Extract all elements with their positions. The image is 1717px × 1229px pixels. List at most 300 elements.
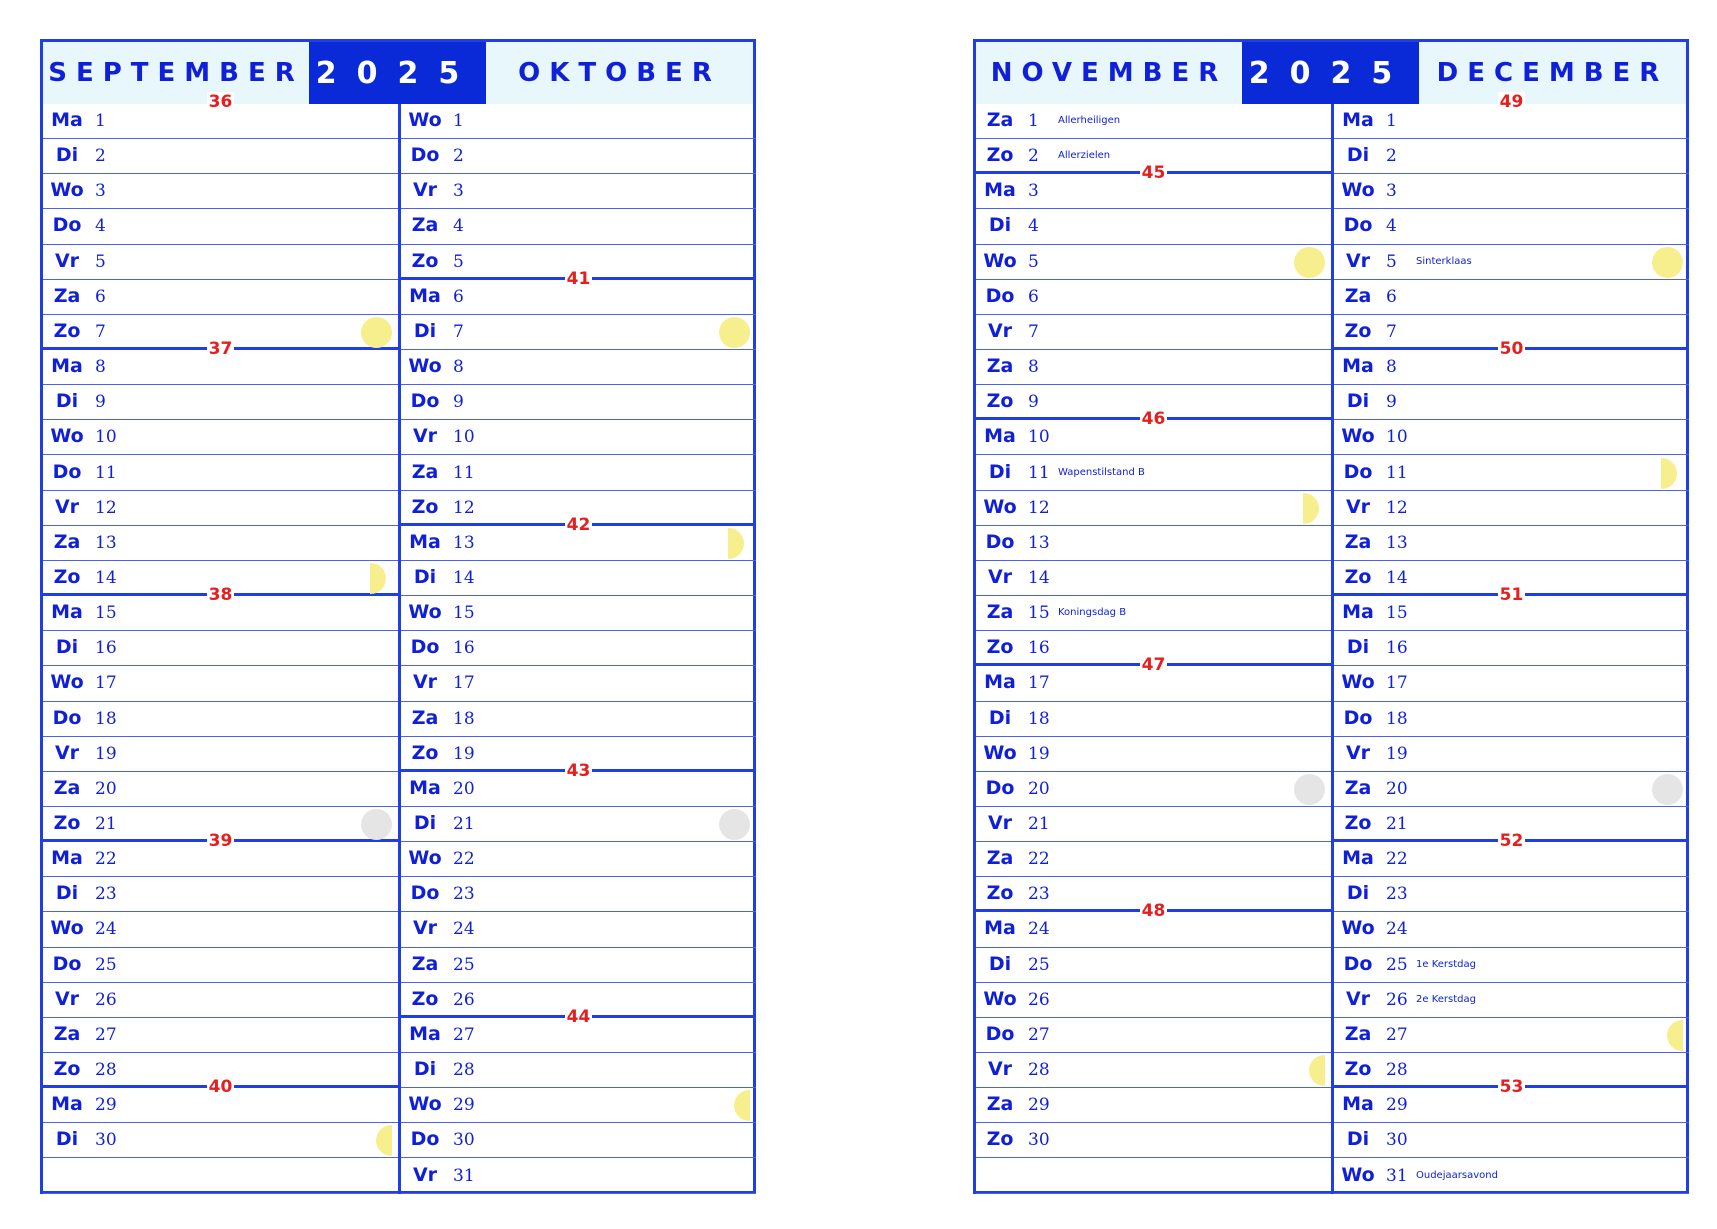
day-row <box>401 596 756 631</box>
weekday-label: Ma <box>51 1093 83 1116</box>
day-number: 9 <box>1028 392 1039 413</box>
day-number: 24 <box>1386 919 1408 940</box>
day-row <box>401 1018 756 1053</box>
week-number: 53 <box>1499 1077 1524 1098</box>
week-number: 38 <box>208 585 233 606</box>
day-row <box>43 385 398 420</box>
day-row <box>976 174 1331 209</box>
day-number: 21 <box>95 814 117 834</box>
day-row <box>1334 1018 1689 1053</box>
day-number: 26 <box>95 989 117 1010</box>
day-row <box>976 1159 1331 1194</box>
day-number: 16 <box>95 638 117 659</box>
weekday-label: Vr <box>412 425 438 448</box>
weekday-label: Di <box>988 952 1012 975</box>
new-moon-icon <box>1294 774 1325 805</box>
day-number: 18 <box>453 708 475 729</box>
day-number: 9 <box>453 392 464 413</box>
weekday-label: Zo <box>986 1128 1014 1151</box>
day-number: 5 <box>1028 251 1039 272</box>
day-number: 12 <box>1386 497 1408 518</box>
weekday-label: Za <box>1344 530 1372 553</box>
weekday-label: Do <box>410 882 440 905</box>
weekday-label: Di <box>1346 144 1370 167</box>
quarter-moon-icon <box>376 1125 392 1156</box>
weekday-label: Zo <box>411 495 439 518</box>
day-row <box>976 350 1331 385</box>
day-row <box>43 420 398 455</box>
day-number: 1 <box>453 111 464 131</box>
weekday-label: Za <box>986 109 1014 131</box>
weekday-label: Zo <box>986 144 1014 167</box>
day-row <box>401 702 756 737</box>
quarter-moon-icon <box>1661 458 1677 489</box>
day-number: 30 <box>1028 1130 1050 1151</box>
day-row <box>976 456 1331 491</box>
day-number: 20 <box>95 778 117 799</box>
day-number: 21 <box>453 814 475 834</box>
day-row <box>1334 526 1689 561</box>
day-row <box>1334 877 1689 912</box>
weekday-label: Vr <box>1345 249 1371 272</box>
day-number: 25 <box>1386 954 1408 975</box>
weekday-label: Za <box>411 460 439 483</box>
weekday-label: Ma <box>409 284 441 307</box>
weekday-label: Wo <box>50 671 84 694</box>
day-number: 12 <box>453 497 475 518</box>
weekday-label: Vr <box>987 565 1013 588</box>
day-row <box>401 209 756 244</box>
weekday-label: Vr <box>412 1163 438 1186</box>
new-moon-icon <box>361 809 392 840</box>
day-row <box>1334 315 1689 360</box>
weekday-label: Zo <box>1344 812 1372 834</box>
day-number: 14 <box>1028 567 1050 588</box>
week-number: 52 <box>1499 831 1524 852</box>
day-row <box>976 526 1331 561</box>
day-row <box>1334 245 1689 280</box>
day-number: 5 <box>1386 251 1397 272</box>
day-number: 4 <box>453 216 464 237</box>
weekday-label: Ma <box>1342 847 1374 870</box>
day-number: 12 <box>1028 497 1050 518</box>
day-row <box>43 948 398 983</box>
weekday-label: Wo <box>1341 425 1375 448</box>
new-moon-icon <box>719 809 750 840</box>
day-number: 23 <box>1386 884 1408 905</box>
day-row <box>43 596 398 631</box>
weekday-label: Za <box>411 952 439 975</box>
weekday-label: Di <box>988 706 1012 729</box>
quarter-moon-icon <box>1667 1020 1683 1051</box>
day-number: 14 <box>1386 567 1408 588</box>
day-row <box>43 350 398 385</box>
day-row <box>43 245 398 280</box>
day-row <box>976 948 1331 983</box>
day-number: 18 <box>1386 708 1408 729</box>
day-row <box>976 737 1331 772</box>
day-row <box>43 280 398 315</box>
day-row <box>976 491 1331 526</box>
day-row <box>43 174 398 209</box>
day-number: 11 <box>1028 462 1050 483</box>
day-number: 23 <box>453 884 475 905</box>
weekday-label: Vr <box>1345 495 1371 518</box>
calendar-panel-nov-dec <box>973 39 1689 1194</box>
weekday-label: Do <box>410 1128 440 1151</box>
day-number: 15 <box>453 603 475 624</box>
day-number: 26 <box>453 989 475 1010</box>
day-number: 8 <box>95 357 106 378</box>
weekday-label: Ma <box>51 601 83 624</box>
weekday-label: Vr <box>412 917 438 940</box>
day-row <box>43 315 398 360</box>
day-row <box>43 737 398 772</box>
day-number: 22 <box>1028 849 1050 870</box>
day-row <box>1334 772 1689 807</box>
day-number: 7 <box>1028 321 1039 342</box>
weekday-label: Za <box>986 1093 1014 1116</box>
week-number: 39 <box>208 831 233 852</box>
weekday-label: Wo <box>983 249 1017 272</box>
weekday-label: Wo <box>408 355 442 378</box>
full-moon-icon <box>719 317 750 348</box>
weekday-label: Wo <box>1341 671 1375 694</box>
weekday-label: Wo <box>1341 917 1375 940</box>
full-moon-icon <box>1294 247 1325 278</box>
day-row <box>43 666 398 701</box>
day-number: 10 <box>453 427 475 448</box>
new-moon-icon <box>1652 774 1683 805</box>
day-row <box>1334 1088 1689 1123</box>
weekday-label: Do <box>1343 952 1373 975</box>
day-number: 24 <box>95 919 117 940</box>
day-number: 10 <box>1386 427 1408 448</box>
day-row <box>1334 631 1689 666</box>
day-row <box>976 139 1331 184</box>
day-number: 29 <box>1028 1095 1050 1116</box>
day-number: 8 <box>1028 357 1039 378</box>
holiday-note: Oudejaarsavond <box>1416 1169 1498 1181</box>
holiday-note: 2e Kerstdag <box>1416 993 1476 1005</box>
day-number: 25 <box>1028 954 1050 975</box>
week-number: 46 <box>1141 409 1166 430</box>
day-number: 27 <box>95 1024 117 1045</box>
week-number: 48 <box>1141 901 1166 922</box>
day-row <box>401 280 756 315</box>
calendar-panel-sep-oct <box>40 39 756 1194</box>
week-number: 41 <box>566 268 591 289</box>
day-row <box>1334 491 1689 526</box>
weekday-label: Vr <box>1345 987 1371 1010</box>
holiday-note: 1e Kerstdag <box>1416 958 1476 970</box>
day-number: 29 <box>95 1095 117 1116</box>
day-number: 18 <box>1028 708 1050 729</box>
day-row <box>401 245 756 289</box>
day-row <box>43 209 398 244</box>
day-row <box>401 842 756 877</box>
day-row <box>43 807 398 852</box>
week-number: 43 <box>566 760 591 781</box>
weekday-label: Do <box>52 214 82 237</box>
day-number: 21 <box>1028 814 1050 834</box>
day-row <box>976 385 1331 430</box>
week-number: 36 <box>208 92 233 112</box>
day-number: 19 <box>453 743 475 764</box>
weekday-label: Di <box>413 565 437 588</box>
day-number: 8 <box>453 357 464 378</box>
weekday-label: Wo <box>408 847 442 870</box>
day-number: 30 <box>95 1130 117 1151</box>
day-row <box>1334 209 1689 244</box>
weekday-label: Ma <box>1342 109 1374 131</box>
day-number: 19 <box>95 743 117 764</box>
day-number: 28 <box>453 1060 475 1081</box>
weekday-label: Di <box>413 812 437 834</box>
weekday-label: Di <box>1346 1128 1370 1151</box>
day-number: 13 <box>95 532 117 553</box>
weekday-label: Ma <box>409 776 441 799</box>
day-row <box>401 561 756 596</box>
weekday-label: Vr <box>412 179 438 202</box>
day-number: 30 <box>453 1130 475 1151</box>
day-number: 14 <box>453 567 475 588</box>
day-row <box>976 420 1331 455</box>
weekday-label: Zo <box>1344 319 1372 342</box>
holiday-note: Allerheiligen <box>1058 115 1121 126</box>
day-number: 26 <box>1386 989 1408 1010</box>
day-number: 26 <box>1028 989 1050 1010</box>
day-row <box>976 1018 1331 1053</box>
day-row <box>1334 912 1689 947</box>
quarter-moon-icon <box>1303 493 1319 524</box>
weekday-label: Wo <box>408 1093 442 1116</box>
day-number: 3 <box>95 181 106 202</box>
day-row <box>976 596 1331 631</box>
day-row <box>43 561 398 606</box>
day-number: 21 <box>1386 814 1408 834</box>
weekday-label: Ma <box>1342 1093 1374 1116</box>
day-row <box>1334 948 1689 983</box>
day-number: 16 <box>1028 638 1050 659</box>
day-row <box>401 807 756 842</box>
month-title-september: SEPTEMBER <box>43 42 309 104</box>
day-number: 7 <box>1386 321 1397 342</box>
day-row <box>976 807 1331 842</box>
weekday-label: Di <box>55 636 79 659</box>
day-row <box>1334 666 1689 701</box>
day-row <box>1334 842 1689 877</box>
day-number: 13 <box>1028 532 1050 553</box>
holiday-note: Koningsdag B <box>1058 607 1127 619</box>
day-number: 9 <box>1386 392 1397 413</box>
day-number: 10 <box>1028 427 1050 448</box>
weekday-label: Zo <box>411 741 439 764</box>
day-number: 3 <box>1028 181 1039 202</box>
day-row <box>401 1159 756 1194</box>
holiday-note: Wapenstilstand B <box>1058 466 1145 478</box>
day-number: 6 <box>95 286 106 307</box>
weekday-label: Di <box>413 319 437 342</box>
day-row <box>1334 385 1689 420</box>
day-number: 6 <box>1386 286 1397 307</box>
month-title-november: NOVEMBER <box>976 42 1242 104</box>
weekday-label: Do <box>985 530 1015 553</box>
day-number: 22 <box>1386 849 1408 870</box>
day-row <box>401 315 756 350</box>
day-row <box>43 1018 398 1053</box>
day-row <box>43 1053 398 1098</box>
day-row <box>1334 596 1689 631</box>
quarter-moon-icon <box>728 528 744 559</box>
weekday-label: Di <box>1346 390 1370 413</box>
weekday-label: Ma <box>984 917 1016 940</box>
day-number: 31 <box>453 1165 475 1186</box>
day-number: 27 <box>1386 1024 1408 1045</box>
day-row <box>401 983 756 1027</box>
day-row <box>976 877 1331 922</box>
day-number: 20 <box>1028 778 1050 799</box>
weekday-label: Za <box>1344 284 1372 307</box>
weekday-label: Do <box>985 1022 1015 1045</box>
weekday-label: Vr <box>1345 741 1371 764</box>
year-title: 2025 <box>1242 42 1419 104</box>
weekday-label: Di <box>1346 882 1370 905</box>
day-number: 25 <box>95 954 117 975</box>
weekday-label: Za <box>986 601 1014 624</box>
day-row <box>43 526 398 561</box>
weekday-label: Za <box>986 355 1014 378</box>
week-number: 40 <box>208 1077 233 1098</box>
day-row <box>401 385 756 420</box>
day-number: 23 <box>1028 884 1050 905</box>
day-number: 1 <box>95 111 106 131</box>
weekday-label: Zo <box>53 812 81 834</box>
holiday-note: Allerzielen <box>1058 150 1111 162</box>
day-number: 20 <box>453 778 475 799</box>
day-row <box>976 842 1331 877</box>
weekday-label: Vr <box>987 812 1013 834</box>
holiday-note: Sinterklaas <box>1416 255 1472 267</box>
weekday-label: Zo <box>53 565 81 588</box>
day-row <box>976 666 1331 701</box>
day-number: 19 <box>1386 743 1408 764</box>
weekday-label: Wo <box>983 987 1017 1010</box>
day-row <box>1334 1123 1689 1158</box>
day-row <box>43 92 398 139</box>
weekday-label: Za <box>53 284 81 307</box>
weekday-label: Ma <box>409 530 441 553</box>
calendar-header <box>43 42 753 104</box>
week-number: 50 <box>1499 339 1524 360</box>
day-number: 30 <box>1386 1130 1408 1151</box>
day-row <box>401 1088 756 1123</box>
day-number: 3 <box>1386 181 1397 202</box>
day-row <box>43 139 398 174</box>
day-row <box>1334 737 1689 772</box>
day-row <box>43 983 398 1018</box>
weekday-label: Za <box>411 706 439 729</box>
quarter-moon-icon <box>734 1090 750 1121</box>
month-column-november <box>976 104 1334 1191</box>
weekday-label: Do <box>52 706 82 729</box>
weekday-label: Ma <box>984 671 1016 694</box>
day-number: 31 <box>1386 1165 1408 1186</box>
weekday-label: Di <box>988 214 1012 237</box>
day-row <box>401 456 756 491</box>
weekday-label: Di <box>55 882 79 905</box>
day-row <box>401 948 756 983</box>
weekday-label: Di <box>55 390 79 413</box>
weekday-label: Ma <box>51 847 83 870</box>
day-row <box>1334 174 1689 209</box>
day-number: 9 <box>95 392 106 413</box>
weekday-label: Do <box>410 144 440 167</box>
day-number: 25 <box>453 954 475 975</box>
week-number: 44 <box>566 1006 591 1027</box>
weekday-label: Do <box>52 952 82 975</box>
day-number: 22 <box>95 849 117 870</box>
weekday-label: Do <box>1343 214 1373 237</box>
weekday-label: Zo <box>986 636 1014 659</box>
day-row <box>401 350 756 385</box>
weekday-label: Zo <box>986 882 1014 905</box>
day-row <box>1334 350 1689 385</box>
weekday-label: Ma <box>51 355 83 378</box>
weekday-label: Wo <box>50 425 84 448</box>
day-number: 16 <box>1386 638 1408 659</box>
day-row <box>976 983 1331 1018</box>
weekday-label: Zo <box>411 987 439 1010</box>
week-number: 49 <box>1499 92 1524 112</box>
day-row <box>976 315 1331 350</box>
day-number: 28 <box>95 1060 117 1081</box>
day-row <box>976 631 1331 676</box>
day-number: 27 <box>453 1024 475 1045</box>
day-number: 12 <box>95 497 117 518</box>
weekday-label: Za <box>986 847 1014 870</box>
weekday-label: Za <box>1344 1022 1372 1045</box>
day-number: 16 <box>453 638 475 659</box>
weekday-label: Vr <box>987 319 1013 342</box>
weekday-label: Wo <box>50 179 84 202</box>
day-row <box>401 772 756 807</box>
day-number: 7 <box>453 321 464 342</box>
day-row <box>43 912 398 947</box>
day-row <box>1334 702 1689 737</box>
weekday-label: Wo <box>983 741 1017 764</box>
day-row <box>401 912 756 947</box>
day-row <box>401 420 756 455</box>
weekday-label: Za <box>53 776 81 799</box>
full-moon-icon <box>1652 247 1683 278</box>
weekday-label: Wo <box>1341 1163 1375 1186</box>
day-number: 18 <box>95 708 117 729</box>
weekday-label: Ma <box>984 425 1016 448</box>
weekday-label: Do <box>985 776 1015 799</box>
week-number: 47 <box>1141 655 1166 676</box>
day-row <box>1334 807 1689 852</box>
weekday-label: Zo <box>1344 565 1372 588</box>
weekday-label: Wo <box>1341 179 1375 202</box>
day-row <box>976 702 1331 737</box>
day-row <box>1334 1053 1689 1098</box>
day-number: 15 <box>1028 603 1050 624</box>
week-number: 37 <box>208 339 233 360</box>
day-number: 20 <box>1386 778 1408 799</box>
day-number: 29 <box>1386 1095 1408 1116</box>
day-row <box>401 104 756 139</box>
